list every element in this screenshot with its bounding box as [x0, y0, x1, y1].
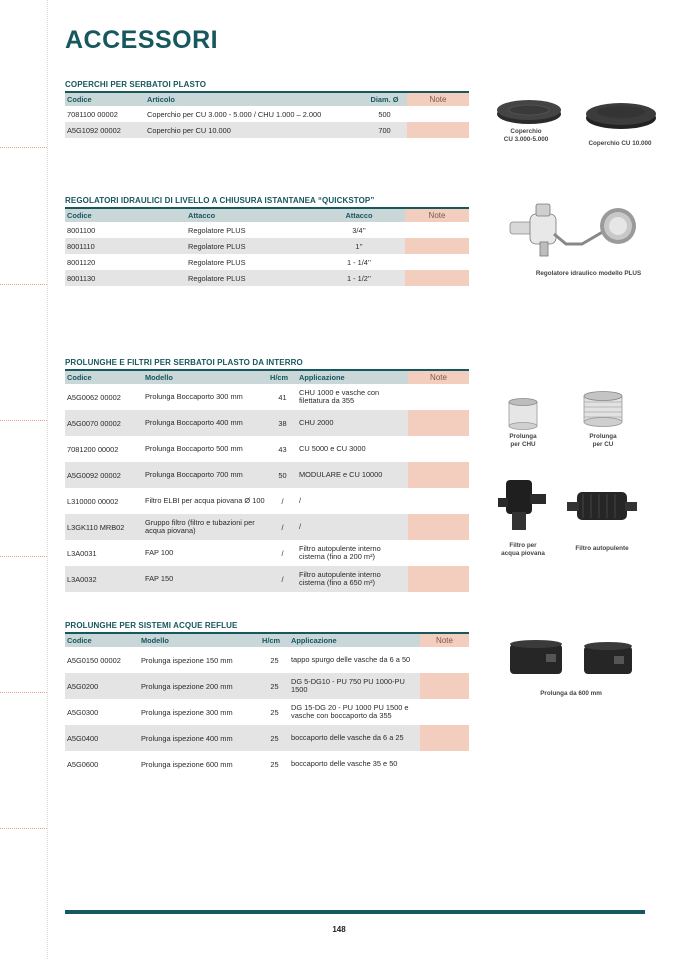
column-header: Codice: [65, 93, 145, 106]
column-header: Codice: [65, 209, 186, 222]
cell-codice: 8001100: [67, 225, 96, 235]
cell-applicazione: Filtro autopulente interno cisterna (fino a 650 m²): [297, 566, 408, 592]
cell-altezza: /: [268, 566, 297, 592]
table-row: [65, 488, 469, 514]
cell-codice: A5G0400: [65, 725, 139, 751]
cell-note: [408, 410, 469, 436]
cell-altezza: 25: [270, 707, 279, 717]
cell-articolo: Coperchio per CU 3.000 - 5.000 / CHU 1.000 – 2.000: [147, 109, 322, 119]
caption: Filtro autopulente: [575, 545, 629, 552]
column-header: Modello: [143, 371, 268, 384]
page-title: ACCESSORI: [65, 26, 219, 54]
cell-altezza: 25: [270, 655, 279, 665]
column-header: Note: [420, 634, 469, 647]
section-coperchi: [65, 80, 469, 138]
table-row: [65, 254, 469, 270]
column-header: Articolo: [145, 93, 362, 106]
cell-attacco: Regolatore PLUS: [188, 257, 246, 267]
cell-note: [407, 106, 469, 122]
cell-modello: Prolunga ispezione 200 mm: [139, 673, 260, 699]
table-row: [65, 436, 469, 462]
cell-note: [408, 462, 469, 488]
column-header: H/cm: [268, 371, 297, 384]
caption: Coperchio CU 3.000-5.000: [503, 128, 549, 143]
table-row: [65, 725, 469, 751]
filtro-autopulente-image: [565, 484, 639, 530]
cell-codice: 8001110: [65, 238, 186, 254]
cell-applicazione: DG 15-DG 20 - PU 1000 PU 1500 e vasche con boccaporto da 355: [291, 702, 409, 720]
table-row: [65, 647, 469, 673]
column-header: Note: [407, 93, 469, 106]
table-row: [65, 699, 469, 725]
table-row: [65, 222, 469, 238]
cell-codice: L3A0032: [65, 566, 143, 592]
cell-applicazione: boccaporto delle vasche da 6 a 25: [289, 725, 420, 751]
coperchio-cu-10000-image: [583, 100, 659, 132]
cell-note: [408, 436, 469, 462]
cell-codice: A5G0300: [67, 707, 99, 717]
column-header: Codice: [65, 371, 143, 384]
column-header: Applicazione: [297, 371, 408, 384]
cell-note: [420, 699, 469, 725]
cell-note: [407, 122, 469, 138]
table-row: [65, 270, 469, 286]
cell-attacco: Regolatore PLUS: [188, 225, 246, 235]
table-row: [65, 673, 469, 699]
caption: Prolunga per CHU: [509, 433, 537, 448]
cell-altezza: /: [281, 496, 284, 506]
section-title: PROLUNGHE PER SISTEMI ACQUE REFLUE: [65, 621, 469, 634]
section-title: PROLUNGHE E FILTRI PER SERBATOI PLASTO DA INTERRO: [65, 358, 469, 371]
prolunga-chu-image: [505, 394, 541, 430]
table-row: [65, 384, 469, 410]
cell-applicazione: /: [297, 514, 408, 540]
cell-altezza: 38: [268, 410, 297, 436]
cell-applicazione: /: [299, 495, 302, 505]
table-prolunghe-reflue: [65, 634, 469, 777]
cell-note: [405, 270, 469, 286]
cell-modello: Filtro ELBI per acqua piovana Ø 100: [145, 495, 265, 505]
cell-altezza: 43: [278, 444, 287, 454]
cell-altezza: 25: [270, 759, 279, 769]
cell-modello: Prolunga Boccaporto 700 mm: [143, 462, 268, 488]
margin-guide: [47, 0, 48, 959]
filtro-acqua-piovana-image: [496, 476, 550, 536]
cell-codice: 7081100 00002: [67, 109, 118, 119]
cell-applicazione: boccaporto delle vasche 35 e 50: [291, 758, 398, 768]
cell-applicazione: tappo spurgo delle vasche da 6 a 50: [291, 654, 411, 664]
cell-note: [408, 566, 469, 592]
margin-guide: [0, 556, 47, 557]
cell-note: [408, 514, 469, 540]
section-title: REGOLATORI IDRAULICI DI LIVELLO A CHIUSURA ISTANTANEA “QUICKSTOP”: [65, 196, 469, 209]
cell-modello: Prolunga ispezione 400 mm: [139, 725, 260, 751]
cell-codice: A5G0150 00002: [67, 655, 121, 665]
table-coperchi: [65, 93, 469, 138]
cell-altezza: 41: [278, 392, 287, 402]
cell-note: [405, 238, 469, 254]
table-regolatori: [65, 209, 469, 286]
cell-codice: 8001130: [65, 270, 186, 286]
cell-codice: A5G0070 00002: [65, 410, 143, 436]
cell-codice: A5G0092 00002: [65, 462, 143, 488]
cell-codice: A5G0600: [67, 759, 99, 769]
column-header: Attacco: [186, 209, 313, 222]
margin-guide: [0, 284, 47, 285]
cell-attacco-size: 1’’: [313, 238, 405, 254]
cell-altezza: /: [268, 514, 297, 540]
cell-modello: Prolunga Boccaporto 300 mm: [145, 391, 243, 401]
cell-note: [420, 751, 469, 777]
section-prolunghe-reflue: [65, 621, 469, 777]
margin-guide: [0, 420, 47, 421]
column-header: Note: [408, 371, 469, 384]
section-prolunghe-filtri: [65, 358, 469, 592]
section-regolatori: [65, 196, 469, 286]
cell-altezza: 25: [260, 673, 289, 699]
cell-applicazione: Filtro autopulente interno cisterna (fino a 200 m²): [299, 543, 381, 561]
column-header: Modello: [139, 634, 260, 647]
column-header: H/cm: [260, 634, 289, 647]
cell-modello: Prolunga ispezione 300 mm: [141, 707, 233, 717]
cell-note: [405, 254, 469, 270]
cell-note: [405, 222, 469, 238]
cell-modello: Prolunga ispezione 600 mm: [141, 759, 233, 769]
cell-modello: Prolunga Boccaporto 400 mm: [143, 410, 268, 436]
margin-guide: [0, 692, 47, 693]
cell-altezza: 50: [268, 462, 297, 488]
cell-note: [408, 384, 469, 410]
column-header: Note: [405, 209, 469, 222]
cell-codice: A5G0200: [65, 673, 139, 699]
cell-attacco: Regolatore PLUS: [186, 238, 313, 254]
cell-modello: FAP 150: [143, 566, 268, 592]
table-row: [65, 540, 469, 566]
cell-applicazione: CHU 2000: [297, 410, 408, 436]
caption: Filtro per acqua piovana: [501, 542, 545, 557]
cell-codice: A5G0062 00002: [67, 392, 121, 402]
prolunga-600-image: [506, 636, 636, 680]
regolatore-plus-image: [506, 200, 640, 262]
cell-note: [420, 673, 469, 699]
cell-articolo: Coperchio per CU 10.000: [145, 122, 362, 138]
cell-codice: L310000 00002: [67, 496, 119, 506]
cell-attacco-size: 1 - 1/2’’: [313, 270, 405, 286]
cell-codice: 7081200 00002: [67, 444, 119, 454]
cell-note: [420, 647, 469, 673]
cell-codice: L3A0031: [67, 548, 97, 558]
margin-guide: [0, 147, 47, 148]
column-header: Attacco: [313, 209, 405, 222]
cell-note: [408, 540, 469, 566]
cell-applicazione: MODULARE e CU 10000: [297, 462, 408, 488]
cell-diametro: 700: [362, 122, 407, 138]
cell-applicazione: CHU 1000 e vasche con filettatura da 355: [299, 387, 380, 405]
caption: Coperchio CU 10.000: [588, 140, 652, 147]
cell-attacco-size: 3/4’’: [352, 225, 366, 235]
cell-note: [420, 725, 469, 751]
cell-applicazione: DG 5-DG10 - PU 750 PU 1000-PU 1500: [289, 673, 420, 699]
table-prolunghe-filtri: [65, 371, 469, 592]
column-header: Codice: [65, 634, 139, 647]
caption: Regolatore idraulico modello PLUS: [535, 270, 642, 277]
prolunga-cu-image: [580, 388, 626, 430]
table-row: [65, 462, 469, 488]
section-title: COPERCHI PER SERBATOI PLASTO: [65, 80, 469, 93]
page-number: 148: [332, 925, 346, 934]
cell-codice: 8001120: [67, 257, 96, 267]
column-header: Applicazione: [289, 634, 420, 647]
cell-diametro: 500: [378, 109, 391, 119]
cell-attacco-size: 1 - 1/4’’: [346, 257, 372, 267]
table-row: [65, 238, 469, 254]
table-row: [65, 566, 469, 592]
footer-bar: [65, 910, 645, 914]
cell-modello: Gruppo filtro (filtro e tubazioni per acqua piovana): [143, 514, 268, 540]
table-row: [65, 122, 469, 138]
cell-altezza: 25: [260, 725, 289, 751]
coperchio-cu-small-image: [494, 97, 564, 127]
cell-modello: FAP 100: [145, 547, 174, 557]
table-row: [65, 106, 469, 122]
caption: Prolunga per CU: [589, 433, 617, 448]
column-header: Diam. Ø: [362, 93, 407, 106]
cell-altezza: /: [281, 548, 284, 558]
cell-codice: A5G1092 00002: [65, 122, 145, 138]
table-row: [65, 410, 469, 436]
cell-note: [408, 488, 469, 514]
cell-attacco: Regolatore PLUS: [186, 270, 313, 286]
margin-guide: [0, 828, 47, 829]
cell-modello: Prolunga ispezione 150 mm: [141, 655, 233, 665]
table-row: [65, 514, 469, 540]
cell-modello: Prolunga Boccaporto 500 mm: [145, 443, 243, 453]
cell-codice: L3GK110 MRB02: [65, 514, 143, 540]
table-row: [65, 751, 469, 777]
caption: Prolunga da 600 mm: [540, 690, 602, 697]
cell-applicazione: CU 5000 e CU 3000: [299, 443, 366, 453]
